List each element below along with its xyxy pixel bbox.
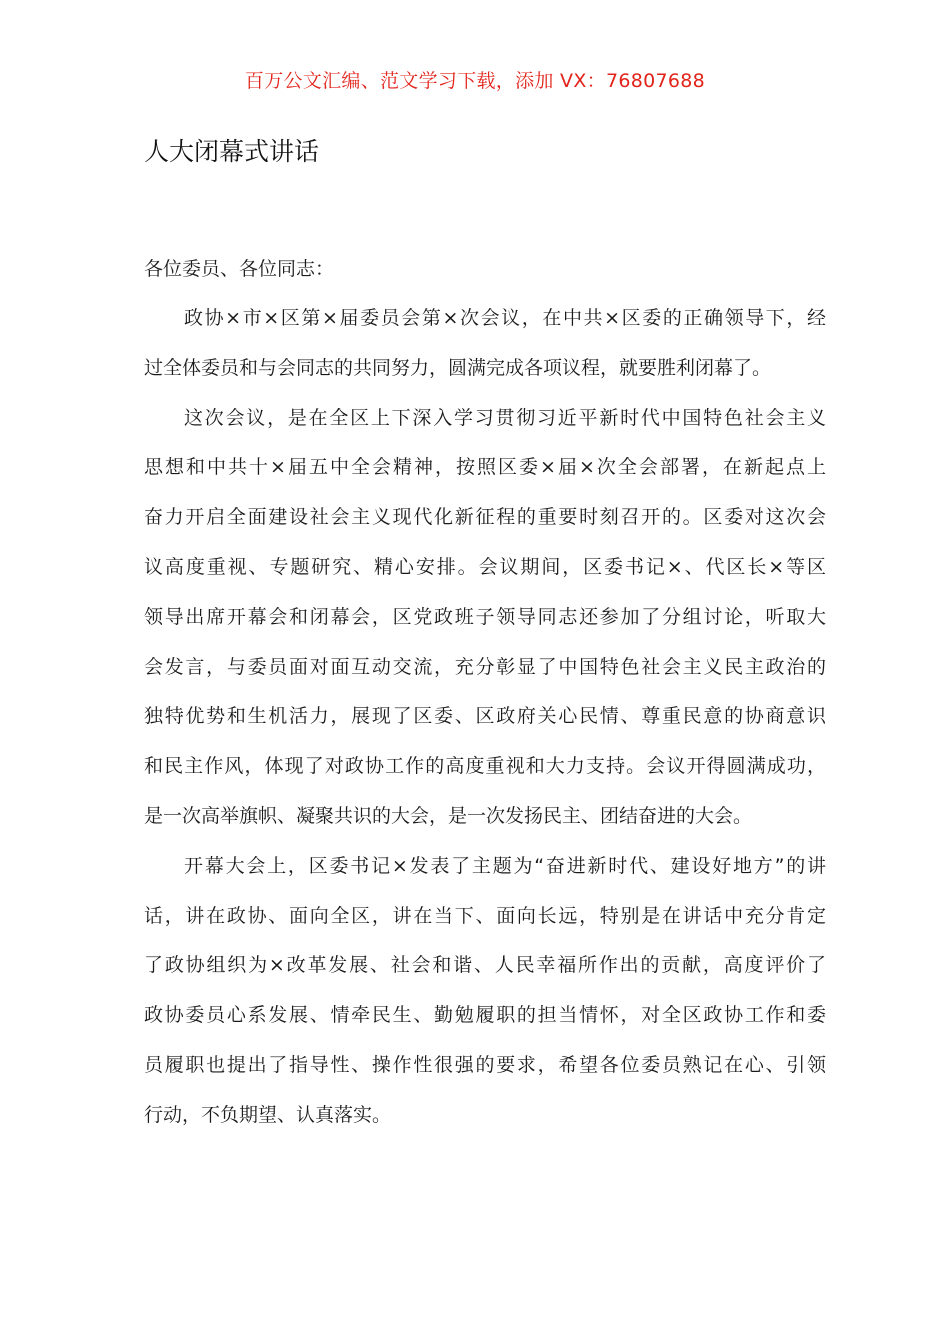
paragraph-2 — [144, 394, 826, 842]
paragraph-line: 开幕大会上，区委书记×发表了主题为“奋进新时代、建设好地方”的讲 — [184, 854, 826, 877]
paragraph-3 — [144, 842, 826, 1141]
paragraph-line: 独特优势和生机活力，展现了区委、区政府关心民情、尊重民意的协商意识 — [144, 705, 826, 728]
page-title: 人大闭幕式讲话 — [144, 137, 320, 166]
paragraph-line: 政协委员心系发展、情牵民生、勤勉履职的担当情怀，对全区政协工作和委 — [144, 1004, 826, 1027]
paragraph-line: 和民主作风，体现了对政协工作的高度重视和大力支持。会议开得圆满成功， — [144, 755, 826, 778]
header-note: 百万公文汇编、范文学习下载，添加 VX：76807688 — [244, 70, 706, 92]
paragraph-line: 是一次高举旗帜、凝聚共识的大会，是一次发扬民主、团结奋进的大会。 — [144, 804, 753, 827]
paragraph-line: 领导出席开幕会和闭幕会，区党政班子领导同志还参加了分组讨论，听取大 — [144, 605, 826, 628]
paragraph-line: 会发言，与委员面对面互动交流，充分彰显了中国特色社会主义民主政治的 — [144, 655, 826, 678]
paragraph-line: 过全体委员和与会同志的共同努力，圆满完成各项议程，就要胜利闭幕了。 — [144, 356, 772, 379]
paragraph-1 — [144, 294, 826, 394]
paragraph-line: 行动，不负期望、认真落实。 — [144, 1103, 392, 1126]
paragraph-line: 政协×市×区第×届委员会第×次会议，在中共×区委的正确领导下，经 — [184, 307, 826, 329]
salutation: 各位委员、各位同志： — [144, 258, 335, 280]
document-body — [144, 244, 826, 1141]
paragraph-line: 话，讲在政协、面向全区，讲在当下、面向长远，特别是在讲话中充分肯定 — [144, 904, 826, 927]
paragraph-line: 思想和中共十×届五中全会精神，按照区委×届×次全会部署，在新起点上 — [144, 456, 826, 479]
paragraph-line: 这次会议，是在全区上下深入学习贯彻习近平新时代中国特色社会主义 — [184, 406, 826, 429]
paragraph-line: 了政协组织为×改革发展、社会和谐、人民幸福所作出的贡献，高度评价了 — [144, 954, 826, 977]
paragraph-line: 奋力开启全面建设社会主义现代化新征程的重要时刻召开的。区委对这次会 — [144, 506, 826, 529]
paragraph-line: 员履职也提出了指导性、操作性很强的要求，希望各位委员熟记在心、引领 — [144, 1053, 826, 1076]
paragraph-line: 议高度重视、专题研究、精心安排。会议期间，区委书记×、代区长×等区 — [144, 555, 826, 578]
